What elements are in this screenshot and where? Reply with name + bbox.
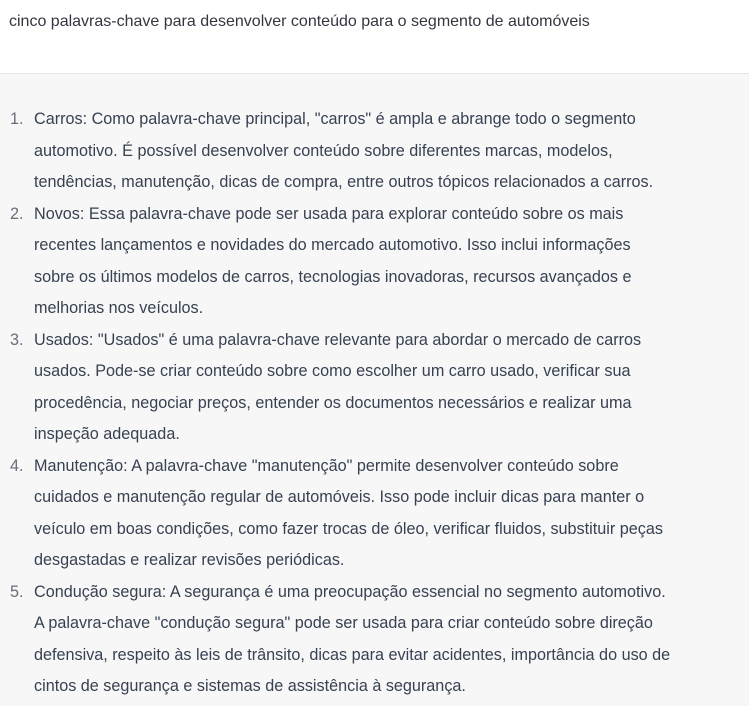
list-item-number: 2. xyxy=(10,204,24,223)
list-item-line: melhorias nos veículos. xyxy=(34,299,204,317)
list-item-number: 1. xyxy=(10,110,24,128)
list-item xyxy=(0,451,749,577)
list-item-line: inspeção adequada. xyxy=(34,425,180,443)
user-prompt xyxy=(0,0,749,74)
list-item-number: 3. xyxy=(10,330,24,349)
list-item-line: procedência, negociar preços, entender os documentos necessários e realizar uma xyxy=(34,393,632,412)
list-item-line: Novos: Essa palavra-chave pode ser usada para explorar conteúdo sobre os mais xyxy=(34,204,624,223)
list-item-line: recentes lançamentos e novidades do mercado automotivo. Isso inclui informações xyxy=(34,236,631,254)
list-item-line: cintos de segurança e sistemas de assistência à segurança. xyxy=(34,677,466,695)
list-item-line: defensiva, respeito às leis de trânsito, dicas para evitar acidentes, importância do uso de xyxy=(34,645,671,664)
list-item-line: Manutenção: A palavra-chave "manutenção" permite desenvolver conteúdo sobre xyxy=(34,456,619,475)
list-item-line: veículo em boas condições, como fazer trocas de óleo, verificar fluidos, substituir peças xyxy=(34,519,663,538)
list-item-line: Carros: Como palavra-chave principal, "carros" é ampla e abrange todo o segmento xyxy=(34,110,636,128)
list-item-line: tendências, manutenção, dicas de compra, entre outros tópicos relacionados a carros. xyxy=(34,173,654,191)
list-item-line: A palavra-chave "condução segura" pode ser usada para criar conteúdo sobre direção xyxy=(34,614,653,632)
list-item-line: Condução segura: A segurança é uma preocupação essencial no segmento automotivo. xyxy=(34,582,666,601)
list-item-line: cuidados e manutenção regular de automóveis. Isso pode incluir dicas para manter o xyxy=(34,488,645,506)
user-prompt-text: cinco palavras-chave para desenvolver conteúdo para o segmento de automóveis xyxy=(9,13,590,30)
list-item-number: 4. xyxy=(10,456,24,475)
list-item xyxy=(0,577,749,703)
keyword-list xyxy=(0,104,749,703)
list-item-line: Usados: "Usados" é uma palavra-chave relevante para abordar o mercado de carros xyxy=(34,330,642,349)
list-item-number: 5. xyxy=(10,582,24,601)
assistant-response xyxy=(0,74,749,706)
list-item-line: sobre os últimos modelos de carros, tecnologias inovadoras, recursos avançados e xyxy=(34,267,632,286)
list-item xyxy=(0,325,749,451)
list-item-line: usados. Pode-se criar conteúdo sobre como escolher um carro usado, verificar sua xyxy=(34,362,631,380)
list-item-line: desgastadas e realizar revisões periódicas. xyxy=(34,551,345,569)
list-item xyxy=(0,104,749,199)
list-item-line: automotivo. É possível desenvolver conteúdo sobre diferentes marcas, modelos, xyxy=(34,141,613,160)
list-item xyxy=(0,199,749,325)
